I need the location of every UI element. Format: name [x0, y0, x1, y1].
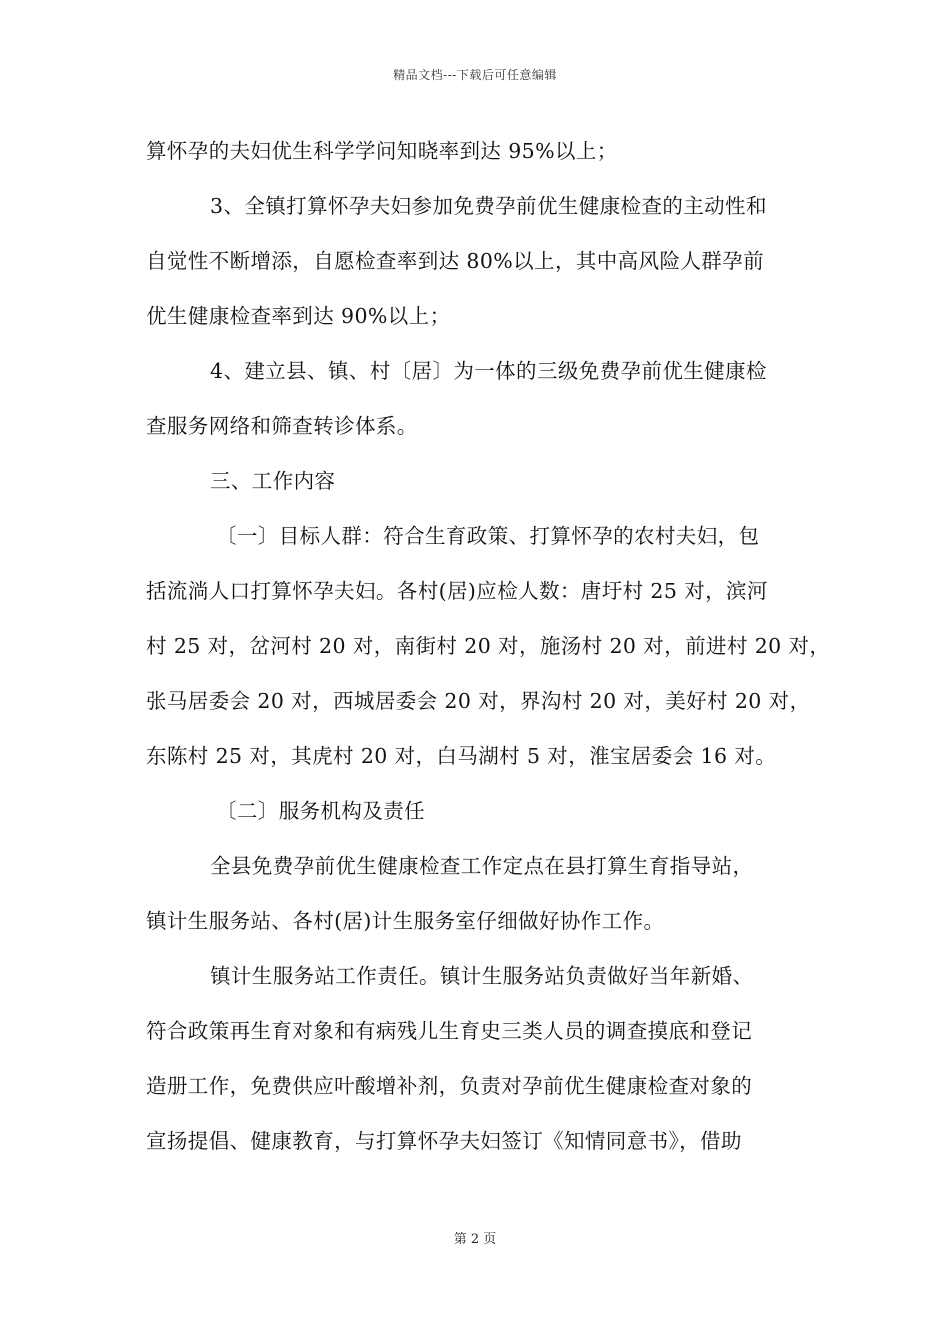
- text-line: 算怀孕的夫妇优生科学学问知晓率到达 95%以上；: [146, 139, 618, 163]
- text-line: 造册工作，免费供应叶酸增补剂，负责对孕前优生健康检查对象的: [146, 1074, 753, 1098]
- text-line: 自觉性不断增添，自愿检查率到达 80%以上，其中高风险人群孕前: [146, 249, 764, 273]
- text-line: 3、全镇打算怀孕夫妇参加免费孕前优生健康检查的主动性和: [210, 194, 767, 218]
- text-line: 东陈村 25 对，其虎村 20 对，白马湖村 5 对，淮宝居委会 16 对。: [146, 744, 777, 768]
- text-line: 张马居委会 20 对，西城居委会 20 对，界沟村 20 对，美好村 20 对，: [146, 689, 811, 713]
- subsection-heading: 〔二〕服务机构及责任: [216, 799, 425, 823]
- page-number: 第 2 页: [453, 1232, 497, 1247]
- text-line: 〔一〕目标人群：符合生育政策、打算怀孕的农村夫妇，包: [216, 524, 760, 548]
- text-line: 镇计生服务站、各村(居)计生服务室仔细做好协作工作。: [146, 909, 665, 933]
- text-line: 全县免费孕前优生健康检查工作定点在县打算生育指导站，: [210, 854, 754, 878]
- text-line: 括流淌人口打算怀孕夫妇。各村(居)应检人数：唐圩村 25 对，滨河: [146, 579, 768, 603]
- text-line: 宣扬提倡、健康教育，与打算怀孕夫妇签订《知情同意书》，借助: [146, 1129, 742, 1153]
- section-heading: 三、工作内容: [210, 469, 336, 493]
- text-line: 查服务网络和筛查转诊体系。: [146, 414, 418, 438]
- text-line: 镇计生服务站工作责任。镇计生服务站负责做好当年新婚、: [210, 964, 754, 988]
- page-header: 精品文档---下载后可任意编辑: [393, 68, 557, 82]
- document-body: [146, 124, 831, 1169]
- text-line: 优生健康检查率到达 90%以上；: [146, 304, 451, 328]
- text-line: 4、建立县、镇、村〔居〕为一体的三级免费孕前优生健康检: [210, 359, 767, 383]
- text-line: 符合政策再生育对象和有病残儿生育史三类人员的调查摸底和登记: [146, 1019, 753, 1043]
- text-line: 村 25 对，岔河村 20 对，南街村 20 对，施汤村 20 对，前进村 20 对，: [146, 634, 831, 658]
